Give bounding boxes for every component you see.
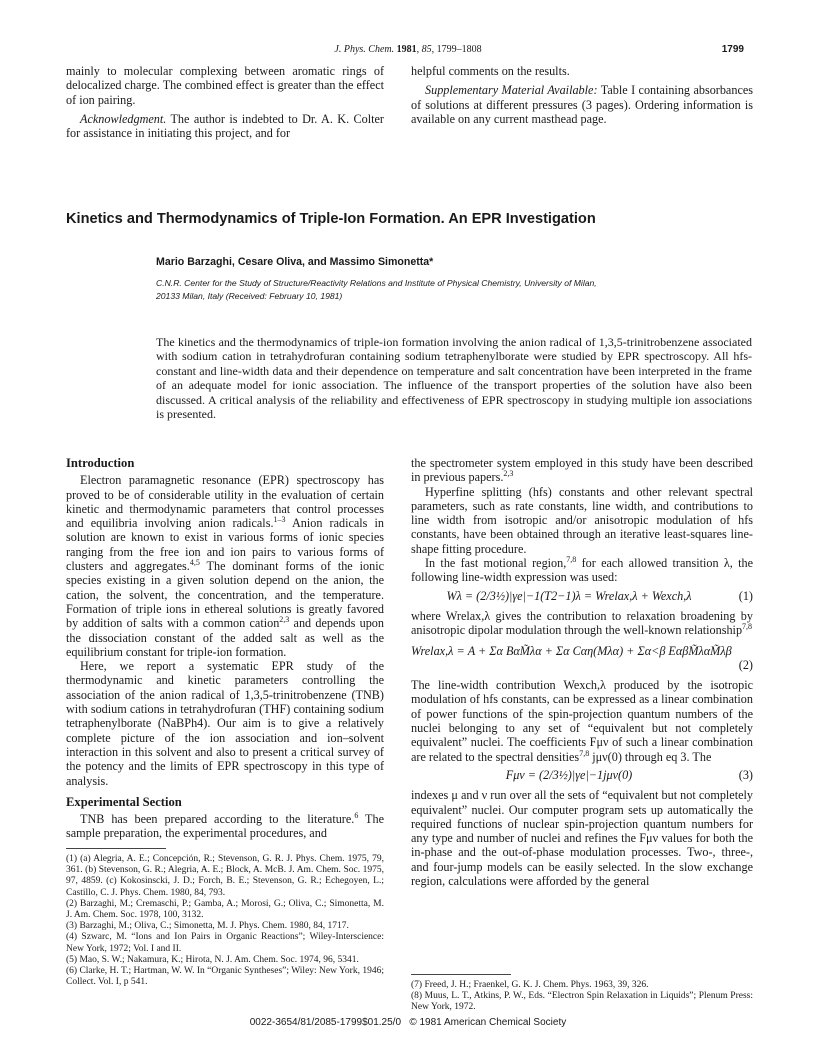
journal-pages: 1799–1808 xyxy=(436,44,482,55)
footnotes-right xyxy=(411,980,753,1014)
footnote-rule-right xyxy=(411,974,511,975)
copyright-notice: © 1981 American Chemical Society xyxy=(409,1017,567,1028)
equation-1-body: Wλ = (2/3½)|γe|−1(T2−1)λ = Wrelax,λ + Wexch,λ xyxy=(446,588,692,603)
equation-2-body: Wrelax,λ = A + Σα BαM̃λα + Σα Cαη(Mλα) + Σα<β EαβM̃λαM̃λβ xyxy=(411,643,732,658)
equation-2 xyxy=(411,644,753,673)
indexes-paragraph: indexes μ and ν run over all the sets of “equivalent but not completely equivalent” nuclei. Our computer program sets up automatically the required functions of nuclear spin-projection quantum numbers for any type and number of nuclei and refines the Fμν values for both the in-phase and the out-of-phase modulation processes. Two-, three-, and four-jump models can be easily selected. In the slow exchange region, calculations were afforded by the general xyxy=(411,788,753,889)
prev-article-left-column xyxy=(66,64,384,140)
citation: 7,8 xyxy=(579,748,590,758)
section-heading-introduction: Introduction xyxy=(66,456,135,470)
journal-volume: 85, xyxy=(421,44,435,55)
prev-article-right-column xyxy=(411,64,753,126)
citation: 2,3 xyxy=(503,469,514,479)
equation-3-body: Fμν = (2/3½)|γe|−1jμν(0) xyxy=(505,767,633,782)
page-footer xyxy=(0,1017,816,1028)
intro-paragraph-1: Electron paramagnetic resonance (EPR) spectroscopy has proved to be of considerable utility in the evaluation of certain kinetic and thermodynamic parameters that control processes and equilibria involving anion radicals.$^{1-3}$ Anion radicals in solution are known to exist in various forms of ionic species ranging from the free ion and ion pairs to various forms of clusters and aggregates.$^{4,5}$ The dominant forms of the ionic species existing in a given solution depend on the anion, the cation, the solvent, the concentration, and the temperature. Formation of triple ions in ethereal solutions is greatly favored by addition of salts with a common cation$^{2,3}$ and depends upon the dissociation constant of the added salt as well as the equilibrium constant for triple-ion formation. xyxy=(66,473,385,659)
equation-2-number: (2) xyxy=(738,657,753,672)
footnote-rule-left xyxy=(66,848,166,849)
citation: 7,8 xyxy=(566,555,577,565)
equation-3 xyxy=(411,768,753,782)
article-authors: Mario Barzaghi, Cesare Oliva, and Massimo Simonetta* xyxy=(156,256,434,268)
affiliation-line-1: C.N.R. Center for the Study of Structure/Reactivity Relations and Institute of Physical Chemistry, University of Milan, xyxy=(156,278,597,288)
relax-paragraph: where Wrelax,λ gives the contribution to relaxation broadening by anisotropic dipolar modulation through the well-known relationship$^{7,8}$ xyxy=(411,608,753,638)
footnotes-left xyxy=(66,854,384,988)
acknowledgment xyxy=(66,112,384,141)
author-affiliation xyxy=(156,277,756,303)
citation: 1–3 xyxy=(273,515,286,525)
footnote: (8) Muus, L. T., Atkins, P. W., Eds. “Electron Spin Relaxation in Liquids”; Plenum Press: New York, 1972. xyxy=(411,991,753,1013)
abstract: The kinetics and the thermodynamics of triple-ion formation involving the anion radical of 1,3,5-trinitrobenzene associated with sodium cation in tetrahydrofuran containing sodium tetraphenylborate were studied by EPR spectroscopy. All hfs-constant and line-width data and their dependence on temperature and salt concentration have been interpreted in the frame of an adequate model for ionic association. The influence of the transport properties of the solution have also been discussed. A critical analysis of the reliability and effectiveness of EPR spectroscopy in studying multiple ion associations is presented. xyxy=(156,335,752,422)
footnote: (5) Mao, S. W.; Nakamura, K.; Hirota, N. J. Am. Chem. Soc. 1974, 96, 5341. xyxy=(66,954,359,965)
fast-motional-paragraph: In the fast motional region,$^{7,8}$ for each allowed transition λ, the following line-width expression was used: xyxy=(411,555,753,585)
footnote: (4) Szwarc, M. “Ions and Ion Pairs in Organic Reactions”; Wiley-Interscience: New York, 1972; Vol. I and II. xyxy=(66,932,384,954)
acknowledgment-label: Acknowledgment. xyxy=(80,111,167,126)
journal-name: J. Phys. Chem. xyxy=(334,44,395,55)
footnote: (2) Barzaghi, M.; Cremaschi, P.; Gamba, A.; Morosi, G.; Oliva, C.; Simonetta, M. J. Am. Chem. Soc. 1978, 100, 3132. xyxy=(66,898,384,921)
prev-article-paragraph: mainly to molecular complexing between aromatic rings of delocalized charge. The combined effect is greater than the effect of ion pairing. xyxy=(66,64,384,107)
main-right-column xyxy=(411,456,753,888)
prev-article-paragraph-cont: helpful comments on the results. xyxy=(411,64,570,78)
supplementary-text: Table I containing absorbances of solutions at different pressures (3 pages). Ordering information is available on any current masthead page. xyxy=(411,83,753,126)
supplementary-label: Supplementary Material Available: xyxy=(425,83,598,98)
exchange-paragraph: The line-width contribution Wexch,λ produced by the isotropic modulation of hfs constants, can be expressed as a linear combination of power functions of the spin-projection quantum numbers of the nuclei belonging to any set of “equivalent but not completely equivalent” nuclei. The coefficients Fμν of such a linear combination are related to the spectral densities$^{7,8}$ jμν(0) through eq 3. The xyxy=(411,678,753,764)
citation: 7,8 xyxy=(742,622,753,632)
hfs-paragraph: Hyperfine splitting (hfs) constants and other relevant spectral parameters, such as rate constants, line width, and contributions to line width from isotropic and/or anisotropic modulation of hfs constants, have been obtained through an iterative least-squares line-shape fitting procedure. xyxy=(411,484,753,556)
footnote: (1) (a) Alegria, A. E.; Concepción, R.; Stevenson, G. R. J. Phys. Chem. 1975, 79, 361. (b) Stevenson, G. R.; Alegria, A. E.; Block, A. McB. J. Am. Chem. Soc. 1975, 97, 4859. (c) Kokosinscki, J. D.; Forch, B. E.; Stevenson, G. R.; Echegoyen, L.; Castillo, C. J. Phys. Chem. 1980, 84, 793. xyxy=(66,854,384,898)
equation-1-number: (1) xyxy=(738,588,753,603)
article-title: Kinetics and Thermodynamics of Triple-Ion Formation. An EPR Investigation xyxy=(66,211,596,227)
section-heading-experimental: Experimental Section xyxy=(66,794,182,809)
journal-year: 1981 xyxy=(396,44,417,55)
intro-paragraph-2: Here, we report a systematic EPR study of the thermodynamic and kinetic parameters controlling the association of the anion radical of 1,3,5-trinitrobenzene (TNB) with sodium cations in tetrahydrofuran (THF) containing sodium tetraphenylborate (NaBPh4). Our aim is to give a relatively complete picture of the ion association and ion–solvent interaction in this solvent and also to present a critical survey of the potency and the limits of EPR spectroscopy in this type of analysis. xyxy=(66,659,384,788)
citation: 6 xyxy=(354,811,359,821)
experimental-paragraph-1: TNB has been prepared according to the literature.$^6$ The sample preparation, the experimental procedures, and xyxy=(66,811,385,841)
citation: 2,3 xyxy=(279,615,290,625)
footnote: (6) Clarke, H. T.; Hartman, W. W. In “Organic Syntheses”; Wiley: New York, 1946; Collect. Vol. I, p 541. xyxy=(66,966,384,988)
equation-1 xyxy=(411,589,753,603)
equation-3-number: (3) xyxy=(738,767,753,782)
journal-citation: J. Phys. Chem. 1981, 85, 1799–1808 xyxy=(334,44,482,55)
affiliation-line-2: 20133 Milan, Italy (Received: February 10, 1981) xyxy=(156,291,343,301)
footnote: (7) Freed, J. H.; Fraenkel, G. K. J. Chem. Phys. 1963, 39, 326. xyxy=(411,980,649,990)
supplementary-material xyxy=(411,83,753,126)
acknowledgment-text: The author is indebted to Dr. A. K. Colter for assistance in initiating this project, and for xyxy=(66,111,384,141)
experimental-paragraph-cont: the spectrometer system employed in this study have been described in previous papers.$^{2,3}$ xyxy=(411,456,753,485)
footnote: (3) Barzaghi, M.; Oliva, C.; Simonetta, M. J. Phys. Chem. 1980, 84, 1717. xyxy=(66,921,349,932)
article-code: 0022-3654/81/2085-1799$01.25/0 xyxy=(249,1017,401,1028)
citation: 4,5 xyxy=(189,558,200,568)
main-left-column xyxy=(66,456,384,841)
page-number: 1799 xyxy=(721,44,744,55)
